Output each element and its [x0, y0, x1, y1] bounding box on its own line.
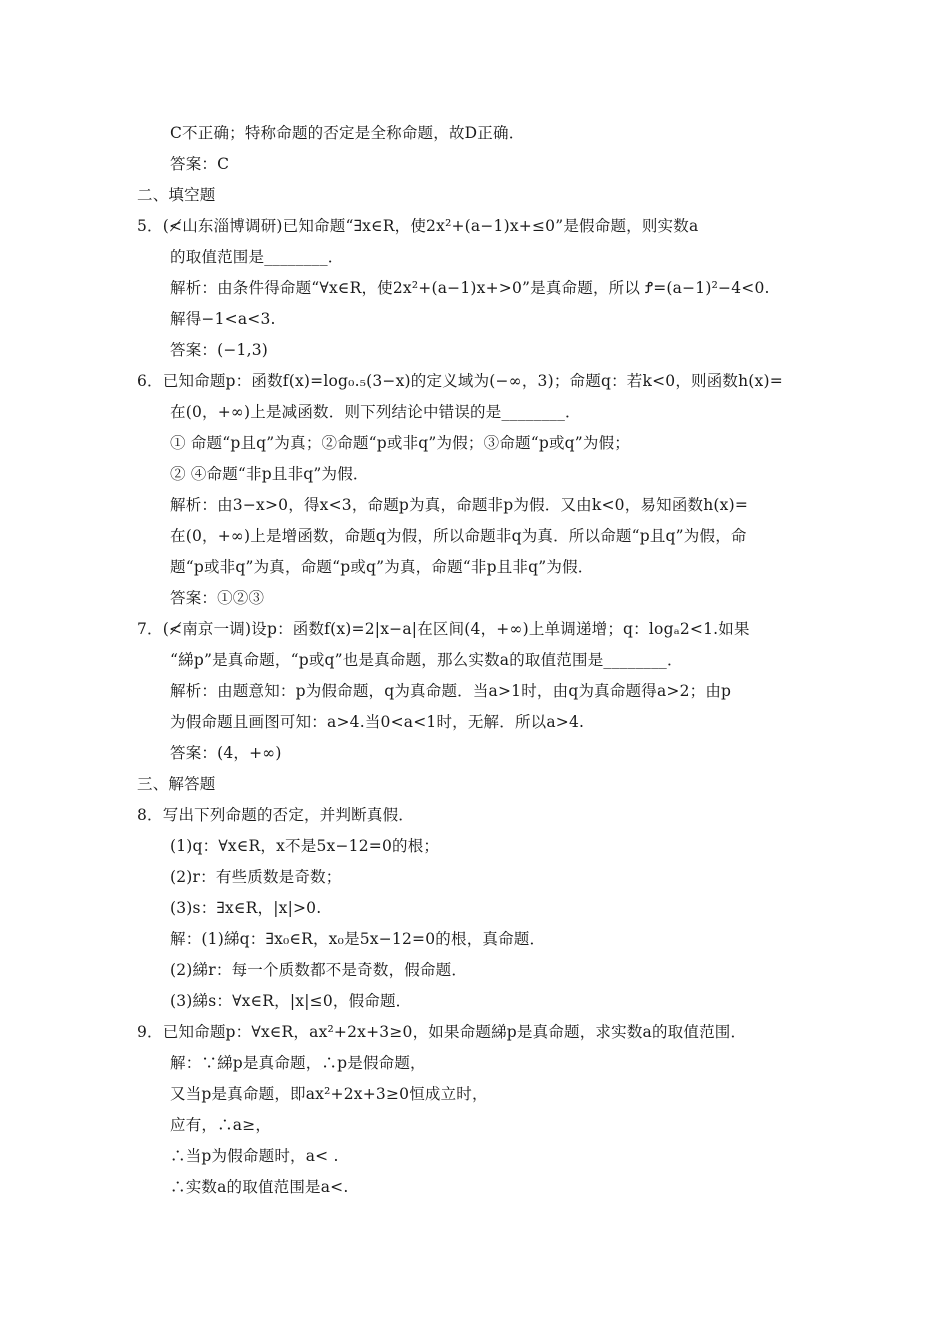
text-line: (1)q：∀x∈R，x不是5x−12=0的根；	[170, 837, 440, 855]
text-line: C不正确；特称命题的否定是全称命题，故D正确．	[170, 124, 525, 142]
text-line: (3)s：∃x∈R，|x|>0.	[170, 899, 322, 917]
text-line: 在(0，+∞)上是减函数．则下列结论中错误的是________．	[170, 403, 581, 421]
text-line: ∴实数a的取值范围是a<.	[170, 1178, 349, 1196]
text-line: ① 命题“p且q”为真；②命题“p或非q”为假；③命题“p或q”为假；	[170, 434, 631, 452]
text-line: 答案：①②③	[170, 589, 265, 607]
text-line: 解析：由条件得命题“∀x∈R，使2x²+(a−1)x+>0”是真命题，所以 Ꝭ=(a−1)²−4<0.	[170, 279, 770, 297]
text-line: 解析：由3−x>0，得x<3，命题p为真，命题非p为假．又由k<0，易知函数h(x)=	[170, 496, 749, 514]
text-line: 应有，∴a≥，	[170, 1116, 272, 1134]
question-line: 9．已知命题p：∀x∈R，ax²+2x+3≥0，如果命题綈p是真命题，求实数a的取值范围．	[137, 1023, 747, 1041]
question-line: 8．写出下列命题的否定，并判断真假．	[137, 806, 414, 824]
text-line: 答案：C	[170, 155, 230, 173]
text-line: 答案：(4，+∞)	[170, 744, 282, 762]
section-heading: 二、填空题	[137, 186, 216, 204]
text-line: 解得−1<a<3.	[170, 310, 276, 328]
question-line: 6．已知命题p：函数f(x)=log₀.₅(3−x)的定义域为(−∞，3)；命题q：若k<0，则函数h(x)=	[137, 372, 783, 390]
text-line: 的取值范围是________．	[170, 248, 344, 266]
question-line: 5．(≮山东淄博调研)已知命题“∃x∈R，使2x²+(a−1)x+≤0”是假命题，则实数a	[137, 217, 699, 235]
text-line: 又当p是真命题，即ax²+2x+3≥0恒成立时，	[170, 1085, 488, 1103]
text-line: ② ④命题“非p且非q”为假．	[170, 465, 369, 483]
text-line: 题“p或非q”为真，命题“p或q”为真，命题“非p且非q”为假．	[170, 558, 594, 576]
text-line: “綈p”是真命题，“p或q”也是真命题，那么实数a的取值范围是________．	[170, 651, 683, 669]
text-line: 解析：由题意知：p为假命题，q为真命题．当a>1时，由q为真命题得a>2；由p	[170, 682, 732, 700]
question-line: 7．(≮南京一调)设p：函数f(x)=2|x−a|在区间(4，+∞)上单调递增；q：logₐ2<1.如果	[137, 620, 750, 638]
text-line: (2)r：有些质数是奇数；	[170, 868, 342, 886]
text-line: (2)綈r：每一个质数都不是奇数，假命题．	[170, 961, 468, 979]
text-line: 解：(1)綈q：∃x₀∈R，x₀是5x−12=0的根，真命题．	[170, 930, 546, 948]
text-line: (3)綈s：∀x∈R，|x|≤0，假命题．	[170, 992, 412, 1010]
text-line: 在(0，+∞)上是增函数，命题q为假，所以命题非q为真．所以命题“p且q”为假，命	[170, 527, 747, 545]
text-line: 解：∵綈p是真命题，∴p是假命题，	[170, 1054, 426, 1072]
text-line: ∴当p为假命题时，a< .	[170, 1147, 339, 1165]
text-line: 答案：(−1,3)	[170, 341, 269, 359]
text-line: 为假命题且画图可知：a>4.当0<a<1时，无解．所以a>4.	[170, 713, 585, 731]
section-heading: 三、解答题	[137, 775, 216, 793]
